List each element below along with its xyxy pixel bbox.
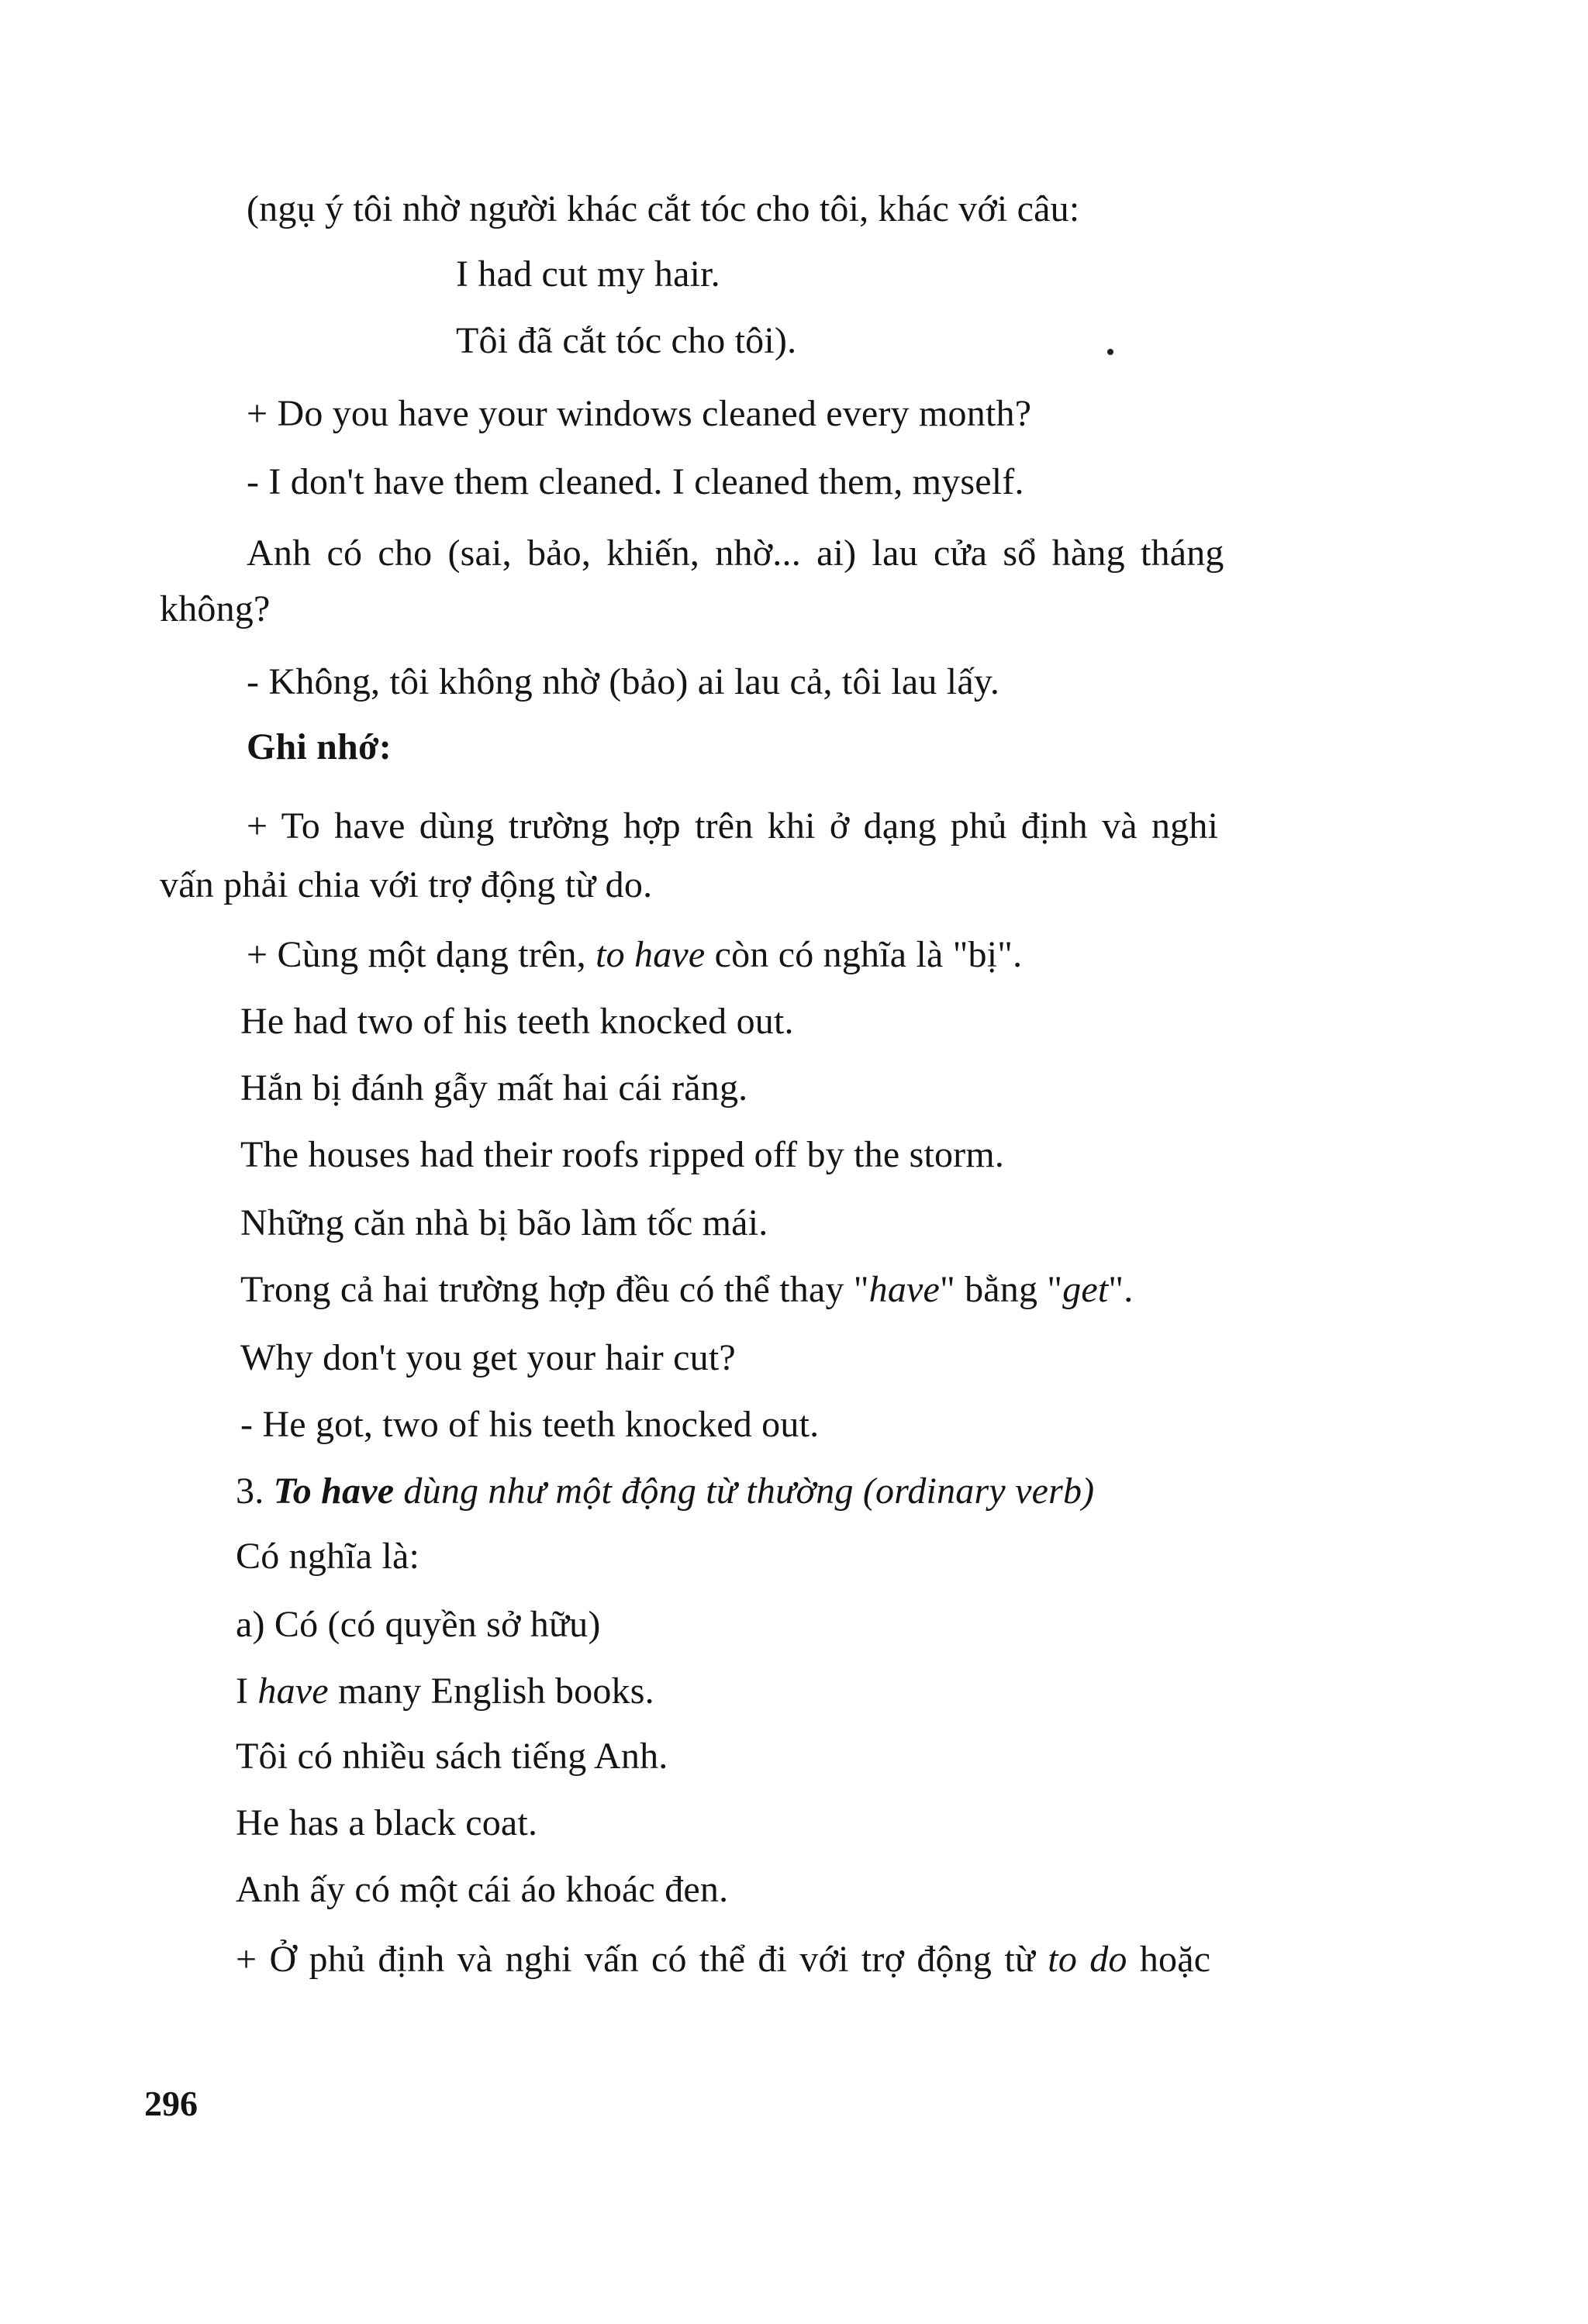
example-sentence: + Do you have your windows cleaned every month?	[247, 393, 1032, 434]
example-sentence: He had two of his teeth knocked out.	[240, 1001, 794, 1042]
text-span: + Cùng một dạng trên,	[247, 934, 596, 975]
note-line: + To have dùng trường hợp trên khi ở dạng phủ định và nghi	[247, 805, 1219, 847]
italic-text: dùng như một động từ thường (ordinary verb)	[394, 1471, 1095, 1512]
example-sentence: - He got, two of his teeth knocked out.	[240, 1404, 820, 1445]
subheading-line: a) Có (có quyền sở hữu)	[236, 1604, 601, 1645]
print-speck	[1107, 349, 1113, 355]
translation-line: Những căn nhà bị bão làm tốc mái.	[240, 1202, 768, 1243]
text-span: " bằng "	[940, 1269, 1063, 1310]
text-span: I	[236, 1671, 258, 1712]
note-line	[247, 932, 1022, 978]
section-number: 3.	[236, 1471, 274, 1512]
text-span: hoặc	[1127, 1939, 1211, 1980]
text-line: (ngụ ý tôi nhờ người khác cắt tóc cho tôi, khác với câu:	[247, 188, 1080, 229]
section-heading	[236, 1468, 1094, 1515]
italic-term: have	[868, 1269, 941, 1310]
italic-term: to have	[596, 934, 706, 975]
translation-line: - Không, tôi không nhờ (bảo) ai lau cả, tôi lau lấy.	[247, 661, 1000, 702]
translation-line: Anh ấy có một cái áo khoác đen.	[236, 1869, 729, 1910]
italic-term: have	[257, 1671, 329, 1712]
translation-line: Hắn bị đánh gẫy mất hai cái răng.	[240, 1067, 748, 1109]
text-span: many English books.	[328, 1671, 654, 1712]
italic-term: get	[1062, 1269, 1109, 1310]
note-heading: Ghi nhớ:	[247, 726, 392, 767]
bold-italic-term: To have	[273, 1471, 395, 1512]
text-span: + Ở phủ định và nghi vấn có thể đi với trợ động từ	[236, 1939, 1048, 1980]
example-sentence: Why don't you get your hair cut?	[240, 1337, 736, 1378]
example-sentence	[236, 1668, 654, 1715]
text-line: Có nghĩa là:	[236, 1536, 420, 1577]
translation-line: Tôi có nhiều sách tiếng Anh.	[236, 1736, 668, 1777]
example-sentence: I had cut my hair.	[456, 253, 720, 295]
example-sentence: - I don't have them cleaned. I cleaned them, myself.	[247, 461, 1024, 502]
translation-line: Tôi đã cắt tóc cho tôi).	[456, 320, 797, 361]
translation-line-cont: không?	[160, 588, 271, 629]
text-span: ".	[1108, 1269, 1134, 1310]
text-span: Trong cả hai trường hợp đều có thể thay "	[240, 1269, 869, 1310]
example-sentence: He has a black coat.	[236, 1802, 538, 1843]
italic-term: to do	[1048, 1939, 1127, 1980]
translation-line: Anh có cho (sai, bảo, khiến, nhờ... ai) lau cửa sổ hàng tháng	[247, 533, 1224, 574]
text-span: còn có nghĩa là "bị".	[705, 934, 1023, 975]
note-line-cont: vấn phải chia với trợ động từ do.	[160, 864, 653, 905]
page-number: 296	[144, 2084, 198, 2123]
note-line	[240, 1267, 1133, 1313]
example-sentence: The houses had their roofs ripped off by the storm.	[240, 1134, 1005, 1175]
note-line	[236, 1936, 1210, 1983]
